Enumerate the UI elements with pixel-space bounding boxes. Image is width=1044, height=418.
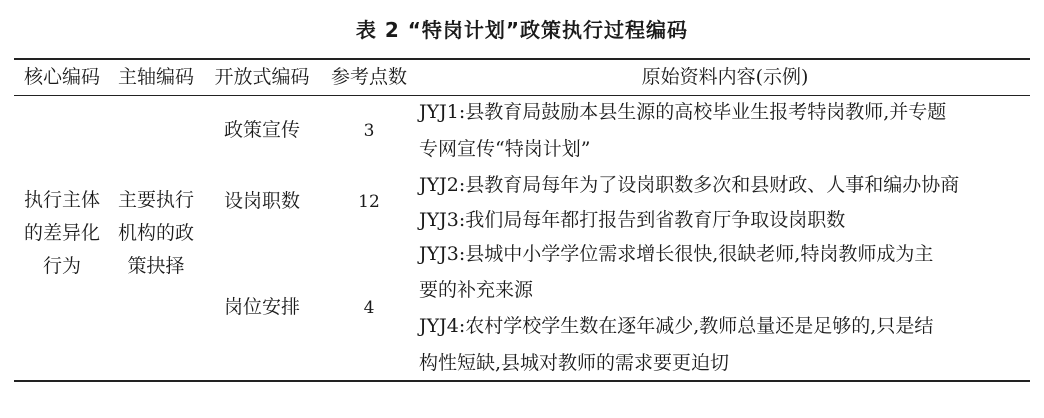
- axis-code-line: 策抉择: [127, 255, 185, 277]
- raw-material-line: 构性短缺,县城对教师的需求要更迫切: [419, 352, 730, 374]
- raw-material-line: JYJ2:县教育局每年为了设岗职数多次和县财政、人事和编办协商: [419, 174, 960, 196]
- header-axis-code: 主轴编码: [117, 66, 194, 88]
- raw-material-line: JYJ4:农村学校学生数在逐年减少,教师总量还是足够的,只是结: [419, 315, 934, 337]
- header-raw-material: 原始资料内容(示例): [641, 66, 809, 88]
- table-top-rule: [14, 58, 1030, 60]
- reference-count-cell: 3: [363, 121, 375, 141]
- axis-code-cell: [110, 184, 202, 283]
- core-code-line: 执行主体: [23, 189, 100, 211]
- open-code-cell: 岗位安排: [223, 296, 300, 318]
- core-code-cell: [16, 184, 108, 283]
- raw-material-line: JYJ3:我们局每年都打报告到省教育厅争取设岗职数: [419, 209, 846, 231]
- raw-material-line: JYJ3:县城中小学学位需求增长很快,很缺老师,特岗教师成为主: [419, 243, 934, 265]
- raw-material-line: 要的补充来源: [419, 279, 534, 301]
- table-header-rule: [14, 95, 1030, 96]
- table-caption: 表 2 “特岗计划”政策执行过程编码: [355, 18, 689, 42]
- table-bottom-rule: [14, 380, 1030, 382]
- axis-code-line: 机构的政: [117, 222, 194, 244]
- raw-material-line: 专网宣传“特岗计划”: [419, 138, 591, 160]
- reference-count-cell: 12: [358, 192, 380, 212]
- open-code-cell: 设岗职数: [223, 190, 300, 212]
- raw-material-line: JYJ1:县教育局鼓励本县生源的高校毕业生报考特岗教师,并专题: [419, 101, 947, 123]
- reference-count-cell: 4: [363, 298, 375, 318]
- core-code-line: 的差异化: [23, 222, 100, 244]
- open-code-cell: 政策宣传: [223, 119, 300, 141]
- header-reference-count: 参考点数: [330, 66, 407, 88]
- core-code-line: 行为: [42, 255, 81, 277]
- header-core-code: 核心编码: [23, 66, 100, 88]
- header-open-code: 开放式编码: [214, 66, 310, 88]
- axis-code-line: 主要执行: [117, 189, 194, 211]
